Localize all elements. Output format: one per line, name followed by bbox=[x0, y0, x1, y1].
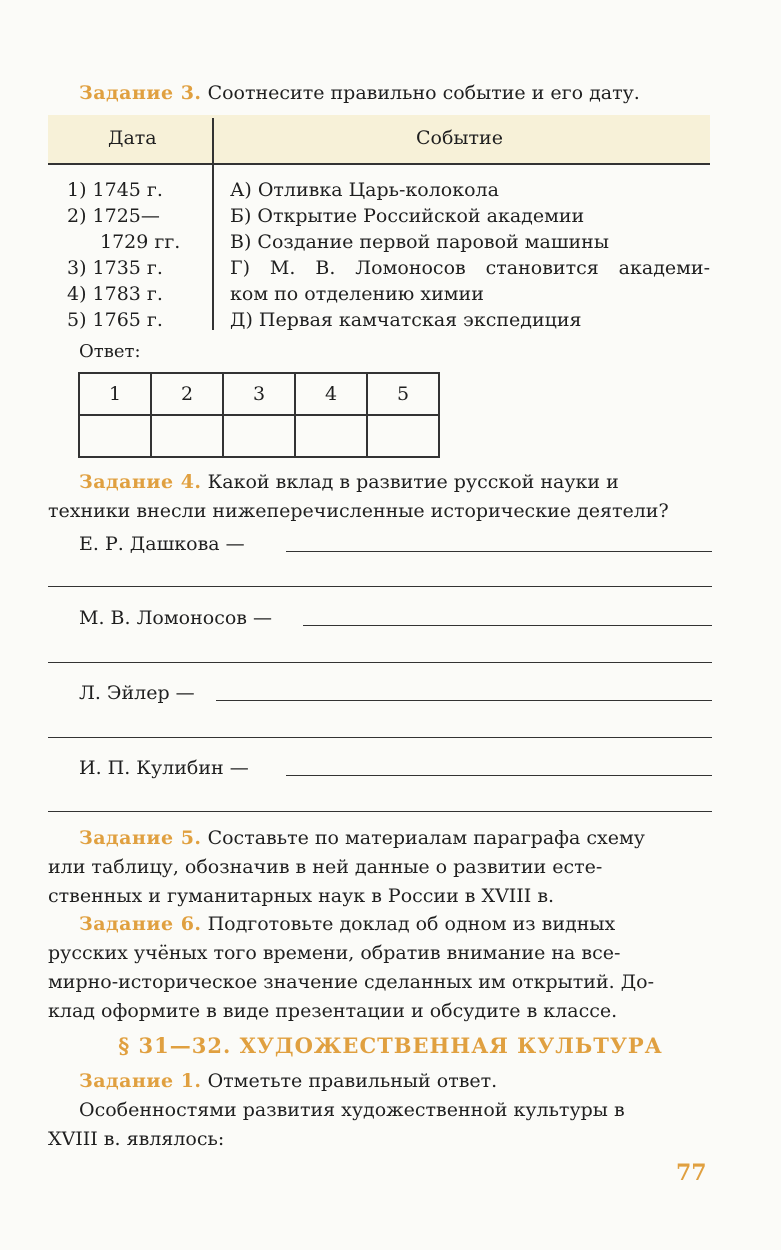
answer-header-cell: 3 bbox=[223, 373, 295, 415]
task5-line2: или таблицу, обозначив в ней данные о развитии есте- bbox=[48, 856, 603, 878]
answer-header-cell: 2 bbox=[151, 373, 223, 415]
answer-cell[interactable] bbox=[223, 415, 295, 457]
person-kulibin: И. П. Кулибин — bbox=[79, 757, 249, 779]
task3-text: Соотнесите правильно событие и его дату. bbox=[207, 82, 640, 104]
date-item: 1) 1745 г. bbox=[67, 179, 163, 201]
answer-header-cell: 1 bbox=[79, 373, 151, 415]
event-item: А) Отливка Царь-колокола bbox=[230, 179, 499, 201]
task4-text-line2: техники внесли нижеперечисленные исторические деятели? bbox=[48, 500, 669, 522]
event-item: Б) Открытие Российской академии bbox=[230, 205, 585, 227]
answer-line[interactable] bbox=[286, 775, 712, 776]
task3-label: Задание 3. bbox=[79, 82, 202, 104]
answer-cell[interactable] bbox=[151, 415, 223, 457]
answer-line[interactable] bbox=[48, 811, 712, 812]
answer-header-cell: 4 bbox=[295, 373, 367, 415]
task5 bbox=[48, 824, 712, 911]
answer-cell[interactable] bbox=[367, 415, 439, 457]
column-event: Событие bbox=[416, 127, 503, 149]
section-title: § 31—32. ХУДОЖЕСТВЕННАЯ КУЛЬТУРА bbox=[118, 1033, 663, 1058]
task1-line2: XVIII в. являлось: bbox=[48, 1128, 225, 1150]
date-item: 5) 1765 г. bbox=[67, 309, 163, 331]
task5-line1: Составьте по материалам параграфа схему bbox=[207, 827, 645, 849]
task4-text-line1: Какой вклад в развитие русской науки и bbox=[207, 471, 619, 493]
match-table-header bbox=[48, 115, 710, 165]
task1 bbox=[48, 1067, 712, 1154]
task4-label: Задание 4. bbox=[79, 471, 202, 493]
task3-heading bbox=[79, 80, 719, 106]
person-lomonosov: М. В. Ломоносов — bbox=[79, 607, 273, 629]
task1-line1: Особенностями развития художественной культуры в bbox=[79, 1099, 625, 1121]
person-dashkova: Е. Р. Дашкова — bbox=[79, 533, 245, 555]
answer-label: Ответ: bbox=[79, 341, 141, 362]
date-item: 2) 1725— bbox=[67, 205, 160, 227]
dates-column bbox=[67, 177, 207, 333]
table-divider bbox=[212, 118, 214, 330]
task6-label: Задание 6. bbox=[79, 913, 202, 935]
date-item: 3) 1735 г. bbox=[67, 257, 163, 279]
column-date: Дата bbox=[108, 127, 157, 149]
task6-line1: Подготовьте доклад об одном из видных bbox=[207, 913, 616, 935]
task1-label: Задание 1. bbox=[79, 1070, 202, 1092]
date-item: 1729 гг. bbox=[100, 231, 181, 253]
event-item: Г) М. В. Ломоносов становится академи- bbox=[230, 257, 710, 279]
task6-line3: мирно-историческое значение сделанных им открытий. До- bbox=[48, 971, 655, 993]
date-item: 4) 1783 г. bbox=[67, 283, 163, 305]
answer-line[interactable] bbox=[286, 551, 712, 552]
task6-line4: клад оформите в виде презентации и обсудите в классе. bbox=[48, 1000, 618, 1022]
answer-line[interactable] bbox=[216, 700, 712, 701]
page-number: 77 bbox=[676, 1160, 707, 1186]
task6 bbox=[48, 910, 712, 1026]
answer-line[interactable] bbox=[48, 662, 712, 663]
task5-line3: ственных и гуманитарных наук в России в XVIII в. bbox=[48, 885, 555, 907]
event-item: В) Создание первой паровой машины bbox=[230, 231, 609, 253]
answer-cell[interactable] bbox=[295, 415, 367, 457]
event-item: Д) Первая камчатская экспедиция bbox=[230, 309, 582, 331]
answer-line[interactable] bbox=[303, 625, 712, 626]
events-column bbox=[230, 177, 710, 333]
task1-text: Отметьте правильный ответ. bbox=[207, 1070, 498, 1092]
answer-line[interactable] bbox=[48, 586, 712, 587]
person-euler: Л. Эйлер — bbox=[79, 682, 195, 704]
event-item: ком по отделению химии bbox=[230, 283, 484, 305]
task4 bbox=[48, 468, 712, 526]
answer-line[interactable] bbox=[48, 737, 712, 738]
answer-cell[interactable] bbox=[79, 415, 151, 457]
answer-header-cell: 5 bbox=[367, 373, 439, 415]
task5-label: Задание 5. bbox=[79, 827, 202, 849]
answer-grid bbox=[78, 372, 440, 458]
task6-line2: русских учёных того времени, обратив внимание на все- bbox=[48, 942, 621, 964]
